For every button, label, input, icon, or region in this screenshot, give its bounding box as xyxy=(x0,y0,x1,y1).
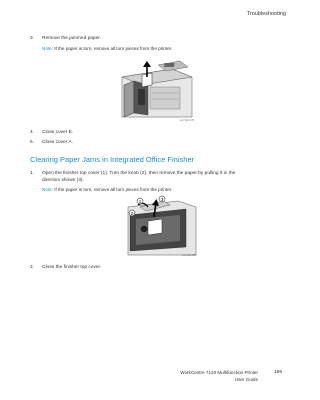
note-text: If the paper is torn, remove all torn pieces from the printer. xyxy=(54,187,173,192)
section-heading: Clearing Paper Jams in Integrated Office Finisher xyxy=(30,155,195,164)
step-text: Close cover A. xyxy=(42,140,73,145)
step-text-line2: direction shown (3). xyxy=(42,178,84,183)
note-text: If the paper is torn, remove all torn pieces from the printer. xyxy=(54,46,173,51)
step-number: 2. xyxy=(30,265,35,270)
figure-code: wc7120-085 xyxy=(181,254,196,257)
step-text: Remove the jammed paper. xyxy=(42,36,101,41)
step-number: 4. xyxy=(30,130,35,135)
note xyxy=(42,46,172,51)
step-text: Close the finisher top cover. xyxy=(42,265,102,270)
printer-illustration xyxy=(114,55,196,123)
finisher-illustration xyxy=(118,193,198,258)
callout-3-label: 3 xyxy=(160,196,164,202)
running-header: Troubleshooting xyxy=(246,11,286,17)
note-label: Note: xyxy=(42,187,53,192)
step-number: 1. xyxy=(30,171,35,176)
footer-product: WorkCentre 7120 Multifunction Printer xyxy=(180,370,258,375)
step-text-line1: Open the finisher top cover (1). Turn the knob (2), then remove the paper by pulling it in the xyxy=(42,171,236,176)
step-text: Close cover E. xyxy=(42,130,74,135)
note-label: Note: xyxy=(42,46,53,51)
figure-finisher-jam-removal xyxy=(118,193,198,258)
step-number: 3. xyxy=(30,36,35,41)
callout-2-label: 2 xyxy=(130,210,134,216)
step-number: 5. xyxy=(30,140,35,145)
note xyxy=(42,187,172,192)
figure-printer-jam-removal xyxy=(114,55,196,123)
page-number: 189 xyxy=(273,370,282,375)
footer-guide: User Guide xyxy=(234,377,258,382)
figure-code: wc7120-078 xyxy=(179,119,194,122)
callout-1-label: 1 xyxy=(138,198,142,204)
